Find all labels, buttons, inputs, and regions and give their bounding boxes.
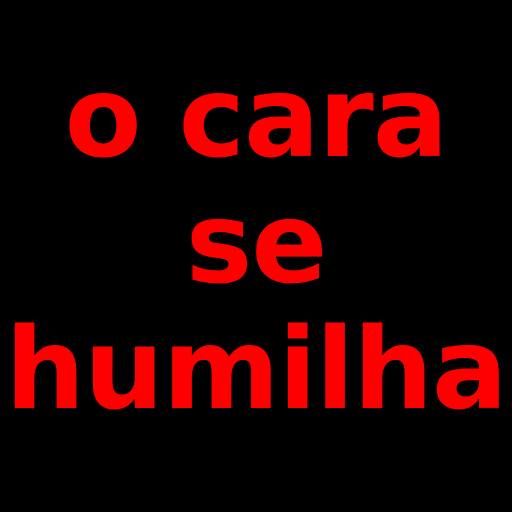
caption-line-3: humilha <box>5 305 507 435</box>
caption-line-2: se <box>185 179 327 309</box>
caption-line-1: o cara <box>64 53 448 183</box>
